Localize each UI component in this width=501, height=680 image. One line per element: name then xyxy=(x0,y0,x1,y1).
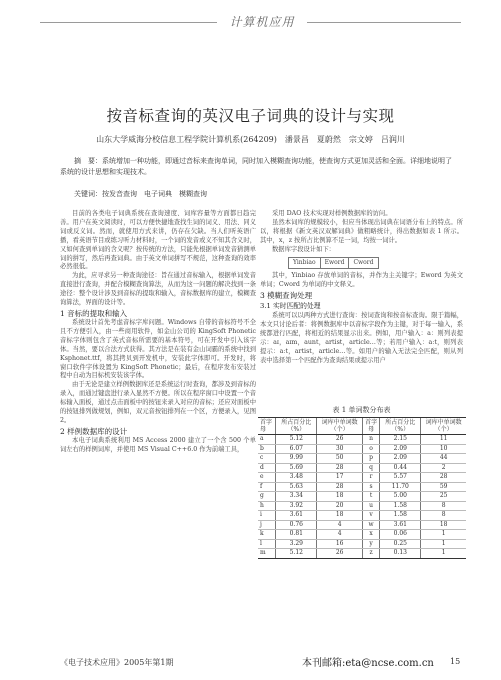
table-row xyxy=(258,520,466,530)
journal-column-label: 计算机应用 xyxy=(229,15,295,29)
table-cell: 18 xyxy=(317,511,363,521)
table-cell: 2.15 xyxy=(380,435,421,445)
table-cell: e xyxy=(258,473,276,483)
table-cell: 28 xyxy=(317,482,363,492)
table-cell: 3.29 xyxy=(276,539,317,549)
keywords: 关键词：按发音查询 电子词典 模糊查询 xyxy=(74,190,207,198)
body-paragraph: 系统可以以两种方式进行查询：按词查询和按音标查询。限于篇幅，本文只讨论后者：将例数据库中以音标字段作为主键，对于每一输入，系统都进行匹配，将相近的结果显示出来。例如，用户输入：a：则列表提示：aɪ，aɪm，aunt，artist，article…等；若用户输入：aːt，则列表提示：aːt，artist，article…等。如用户的输入无法完全匹配，则从列表中选择第一个匹配作为查询结果或提示用户 xyxy=(260,312,463,364)
table-row xyxy=(258,482,466,492)
journal-email: 本刊邮箱:eta@ncse.com.cn xyxy=(302,658,434,669)
table-cell: g xyxy=(258,492,276,502)
body-paragraph: 系统设计首先考虑音标字库问题。Windows 自带的音标符号不全且不方便引入，由一些商用软件，如金山公司的 KingSoft Phonetic 音标字体则包含了英式音标所需要的基本符号，可在开发中引入该字体。当然，要以合法方式获得。其方法是在装有金山词霸的系统中找到 Ksphonet.ttf，将其拷贝到开发机中，安装此字体即可。开发时，将窗口软件字体设置为 KingSoft Phonetic；最后，在程序发布安装过程中自动为目标机安装该字体。 xyxy=(60,318,256,380)
table-cell: 44 xyxy=(421,454,466,464)
table-cell: 1 xyxy=(421,539,466,549)
table-cell: 1.58 xyxy=(380,501,421,511)
table-cell: 2.09 xyxy=(380,454,421,464)
table-row xyxy=(258,501,466,511)
table-cell: x xyxy=(362,530,379,540)
table-cell: d xyxy=(258,463,276,473)
table-cell: c xyxy=(258,454,276,464)
table-cell: 5.12 xyxy=(276,549,317,559)
table-cell: m xyxy=(258,549,276,559)
table-cell: 25 xyxy=(421,492,466,502)
table-cell: 4 xyxy=(317,520,363,530)
table-cell: 3.48 xyxy=(276,473,317,483)
table-cell: 1 xyxy=(421,549,466,559)
table-header-cell: 词库中单词数（个） xyxy=(421,418,466,435)
table-cell: 26 xyxy=(317,435,363,445)
table-cell: 20 xyxy=(317,501,363,511)
table-row xyxy=(258,530,466,540)
table-header-cell: 所占百分比（%） xyxy=(380,418,421,435)
table-cell: l xyxy=(258,539,276,549)
table-cell: 6.07 xyxy=(276,444,317,454)
body-paragraph: 为此，应寻求另一种查询途径：旨在通过音标输入，根据单词发音直接进行查询，并配合模糊查询算法，从而为这一问题的解决找到一条途径：整个设计涉及到音标的提取和输入，音标数据库的建立，模糊查询算法，界面的设计等。 xyxy=(60,272,256,307)
table-cell: 18 xyxy=(317,492,363,502)
table-cell: k xyxy=(258,530,276,540)
table-header-row xyxy=(258,418,466,435)
table-cell: 2 xyxy=(421,463,466,473)
body-paragraph: 采用 DAO 技术实现对样例数据库的访问。 xyxy=(272,210,392,217)
body-paragraph: 其中，Yinbiao 存放单词的音标，并作为主关键字；Eword 为英文单词；Cword 为单词的中文释义。 xyxy=(260,272,463,289)
table-cell: 11 xyxy=(421,435,466,445)
table-cell: 10 xyxy=(421,444,466,454)
table-cell: 0.25 xyxy=(380,539,421,549)
subsection-heading: 3.1 实时匹配的处理 xyxy=(260,302,321,311)
table-cell: 1 xyxy=(421,530,466,540)
table-cell: 28 xyxy=(317,463,363,473)
body-paragraph: 目前的各类电子词典系统在查询速度、词库容量等方面都日趋完善。用户在英文阅读时，可以方便快捷地查找生词的词义、用法、同义词或反义词。然而，就使用方式来讲，仍存在欠缺。当人们听英语广播，看英语节目或练习听力材料时，一个词的发音或义不知其含义时，又如何查到单词的含义呢？按传统的方法，只能先根据单词发音猜测单词的拼写，然后再查词典。由于英文单词拼写不规范，这种查询的效率必然很低。 xyxy=(60,210,256,271)
table-cell: a xyxy=(258,435,276,445)
table-row xyxy=(258,454,466,464)
table-cell: 11.70 xyxy=(380,482,421,492)
table-cell: 8 xyxy=(421,501,466,511)
right-column xyxy=(260,210,463,366)
journal-issue: 《电子技术应用》2005年第1期 xyxy=(60,658,174,667)
table-row xyxy=(258,549,466,559)
table-cell: 50 xyxy=(317,454,363,464)
table-cell: 5.12 xyxy=(276,435,317,445)
left-column xyxy=(60,210,256,455)
table-header-cell: 首字母 xyxy=(362,418,379,435)
abstract: 摘 要：系统增加一种功能，即通过音标来查询单词，同时加入模糊查询功能，使查询方式更加灵活和全面。详细地说明了系统的设计思想和实现技术。 xyxy=(60,157,452,176)
table-cell: 5.63 xyxy=(276,482,317,492)
table-cell: 0.06 xyxy=(380,530,421,540)
table-cell: p xyxy=(362,454,379,464)
table-header-cell: 首字母 xyxy=(258,418,276,435)
table-cell: 0.76 xyxy=(276,520,317,530)
table-cell: 5.69 xyxy=(276,463,317,473)
table-cell: 26 xyxy=(317,549,363,559)
database-field-boxes xyxy=(288,257,463,270)
table-cell: j xyxy=(258,520,276,530)
field-cword: Cword xyxy=(348,257,378,270)
table-row xyxy=(258,435,466,445)
section-heading: 3 模糊查询处理 xyxy=(260,291,313,301)
header-rule-left xyxy=(40,22,217,23)
table-cell: 16 xyxy=(317,539,363,549)
table-cell: 0.44 xyxy=(380,463,421,473)
table-cell: 0.13 xyxy=(380,549,421,559)
table-cell: 28 xyxy=(421,473,466,483)
table-body xyxy=(258,435,466,559)
table-row xyxy=(258,492,466,502)
table-row xyxy=(258,463,466,473)
table-cell: 3.61 xyxy=(276,511,317,521)
table-caption: 表 1 单词数分布表 xyxy=(332,406,391,414)
table-cell: i xyxy=(258,511,276,521)
body-paragraph: 虽然本词库的规模较小，但应当体现出词典在词语分布上的特点。所以，将根据《新文英汉双解词典》做粗略统计，得出数据如表 1 所示。其中，x，z 按所占比例算不足一词，均按一词计。 xyxy=(260,218,463,244)
table-cell: u xyxy=(362,501,379,511)
table-cell: 59 xyxy=(421,482,466,492)
table-row xyxy=(258,444,466,454)
field-eword: Eword xyxy=(320,257,350,270)
table-cell: o xyxy=(362,444,379,454)
table-header-cell: 词库中单词数（个） xyxy=(317,418,363,435)
table-cell: w xyxy=(362,520,379,530)
table-cell: 8 xyxy=(421,511,466,521)
page-number: 15 xyxy=(450,657,461,666)
table-cell: n xyxy=(362,435,379,445)
table-cell: s xyxy=(362,482,379,492)
table-cell: 3.92 xyxy=(276,501,317,511)
table-cell: 9.99 xyxy=(276,454,317,464)
table-cell: 30 xyxy=(317,444,363,454)
table-cell: h xyxy=(258,501,276,511)
table-cell: f xyxy=(258,482,276,492)
table-cell: y xyxy=(362,539,379,549)
table-cell: v xyxy=(362,511,379,521)
table-cell: 4 xyxy=(317,530,363,540)
table-cell: 3.34 xyxy=(276,492,317,502)
header-rule-right xyxy=(307,22,461,23)
table-cell: 18 xyxy=(421,520,466,530)
table-cell: 0.81 xyxy=(276,530,317,540)
body-paragraph: 数据库字段设计如下： xyxy=(272,245,335,253)
body-paragraph: 本电子词典系统利用 MS Access 2000 建立了一个含 500 个单词左右的样例词库，并使用 MS Visual C++6.0 作为前端工具， xyxy=(60,436,256,453)
table-cell: 1.58 xyxy=(380,511,421,521)
table-cell: z xyxy=(362,549,379,559)
paper-title: 按音标查询的英汉电子词典的设计与实现 xyxy=(106,107,395,125)
body-paragraph: 由于无论是建立样例数据库还是系统运行时查询，都涉及到音标的录入，而通过键盘进行录入显然不方便。所以在程序窗口中设置一个音标输入面板，通过点击面板中的按钮来录入对应的音标；还应对面板中的按钮排列做规划，例如，双元音按钮排列在一个区，方便录入，见图 2。 xyxy=(60,381,256,424)
table-cell: t xyxy=(362,492,379,502)
table-cell: r xyxy=(362,473,379,483)
field-yinbiao: Yinbiao xyxy=(288,257,321,270)
table-cell: 3.61 xyxy=(380,520,421,530)
section-heading: 1 音标的提取和输入 xyxy=(60,308,128,318)
author-affiliation: 山东大学威海分校信息工程学院计算机系(264209) 潘景昌 夏蔚然 宗文婷 吕润川 xyxy=(96,135,405,144)
section-heading: 2 样例数据库的设计 xyxy=(60,426,128,436)
table-cell: 5.57 xyxy=(380,473,421,483)
table-cell: b xyxy=(258,444,276,454)
word-distribution-table xyxy=(258,417,466,559)
table-header-cell: 所占百分比（%） xyxy=(276,418,317,435)
table-cell: 5.00 xyxy=(380,492,421,502)
table-cell: 17 xyxy=(317,473,363,483)
table-cell: 2.09 xyxy=(380,444,421,454)
table-row xyxy=(258,473,466,483)
table-row xyxy=(258,511,466,521)
table-row xyxy=(258,539,466,549)
table-cell: q xyxy=(362,463,379,473)
